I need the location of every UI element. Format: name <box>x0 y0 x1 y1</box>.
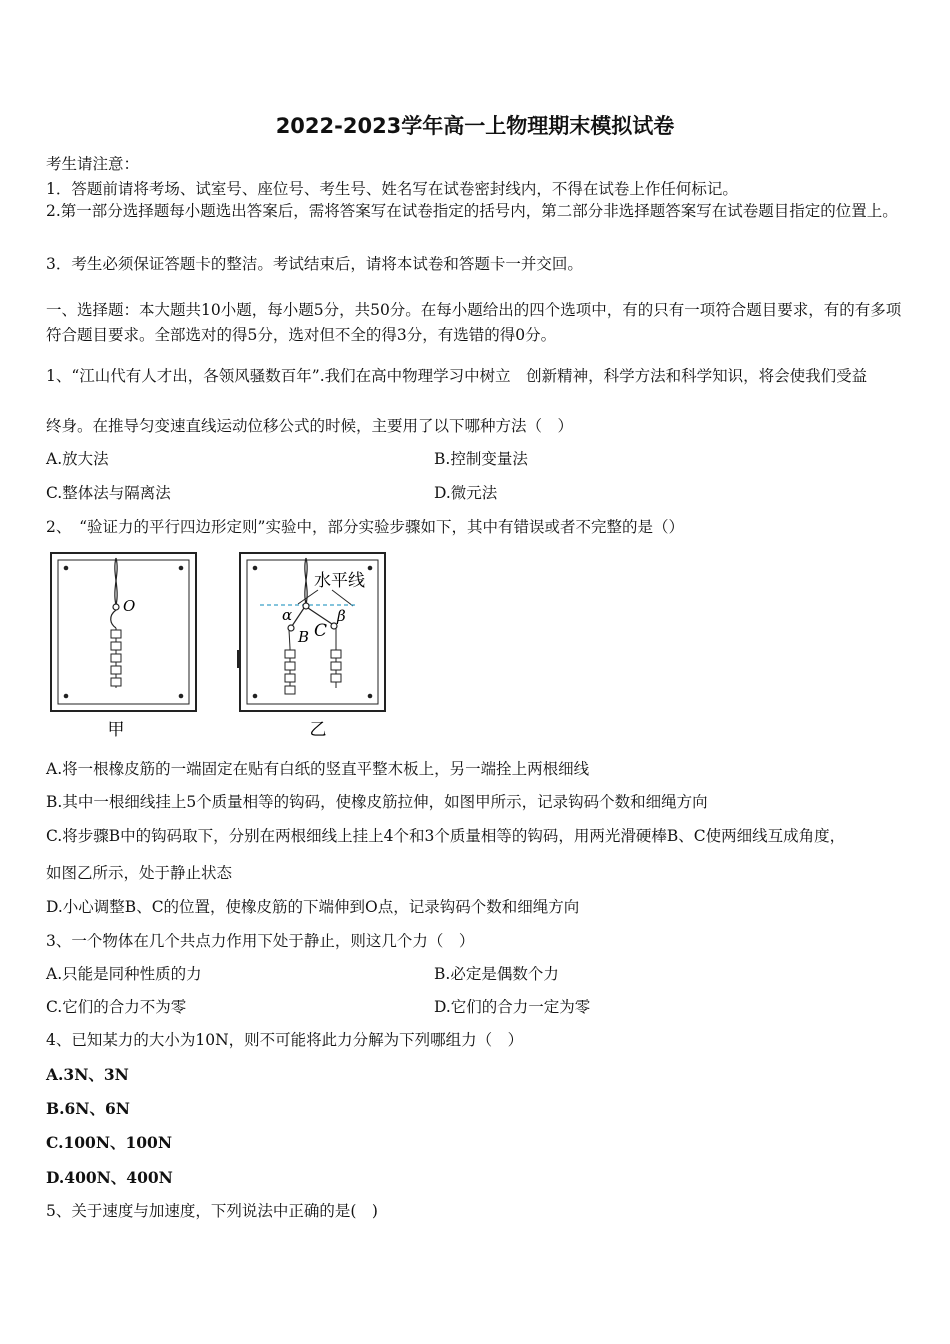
page-title: 2022-2023学年高一上物理期末模拟试卷 <box>275 114 675 138</box>
q1-option-d: D.微元法 <box>434 484 498 502</box>
q2-option-d: D.小心调整B、C的位置，使橡皮筋的下端伸到O点，记录钩码个数和细绳方向 <box>46 898 580 916</box>
q3-stem: 3、一个物体在几个共点力作用下处于静止，则这几个力（ ） <box>46 932 475 950</box>
q2-figure <box>46 548 396 743</box>
q2-option-c: C.将步骤B中的钩码取下，分别在两根细线上挂上4个和3个质量相等的钩码，用两光滑硬棒B、C使两细线互成角度， <box>46 827 846 845</box>
figure-point-c: C <box>314 621 328 641</box>
q1-option-a: A.放大法 <box>46 450 109 468</box>
q1-stem-line1: 1、“江山代有人才出，各领风骚数百年”.我们在高中物理学习中树立 创新精神，科学方法和科学知识，将会使我们受益 <box>46 367 868 385</box>
figure-point-o: O <box>123 597 136 615</box>
q4-option-c: C.100N、100N <box>46 1133 173 1152</box>
figure-label-jia: 甲 <box>107 720 125 740</box>
q1-option-c: C.整体法与隔离法 <box>46 484 171 502</box>
figure-panel-jia <box>51 553 196 740</box>
figure-panel-yi <box>238 553 385 740</box>
q3-option-d: D.它们的合力一定为零 <box>434 998 591 1016</box>
q5-stem: 5、关于速度与加速度，下列说法中正确的是( ) <box>46 1202 378 1220</box>
q2-stem: 2、 “验证力的平行四边形定则”实验中，部分实验步骤如下，其中有错误或者不完整的是（） <box>46 518 684 536</box>
q4-option-a: A.3N、3N <box>46 1065 129 1084</box>
q4-stem: 4、已知某力的大小为10N，则不可能将此力分解为下列哪组力（ ） <box>46 1031 524 1049</box>
q3-option-b: B.必定是偶数个力 <box>434 965 559 983</box>
q2-option-b: B.其中一根细线挂上5个质量相等的钩码，使橡皮筋拉伸，如图甲所示，记录钩码个数和细绳方向 <box>46 793 708 811</box>
figure-point-b: B <box>298 628 310 646</box>
notice-item-3: 3．考生必须保证答题卡的整洁。考试结束后，请将本试卷和答题卡一并交回。 <box>46 255 583 273</box>
figure-horizontal-line-label: 水平线 <box>314 571 365 591</box>
notice-heading: 考生请注意： <box>46 155 140 173</box>
q3-option-c: C.它们的合力不为零 <box>46 998 187 1016</box>
notice-item-1: 1．答题前请将考场、试室号、座位号、考生号、姓名写在试卷密封线内，不得在试卷上作任何标记。 <box>46 180 738 198</box>
figure-alpha: α <box>282 606 293 624</box>
q4-option-d: D.400N、400N <box>46 1168 173 1187</box>
section-heading: 一、选择题：本大题共10小题，每小题5分，共50分。在每小题给出的四个选项中，有的只有一项符合题目要求，有的有多项符合题目要求。全部选对的得5分，选对但不全的得3分，有选错的得0分。 <box>46 301 902 344</box>
q2-option-a: A.将一根橡皮筋的一端固定在贴有白纸的竖直平整木板上，另一端拴上两根细线 <box>46 760 590 778</box>
notice-item-2: 2.第一部分选择题每小题选出答案后，需将答案写在试卷指定的括号内，第二部分非选择题答案写在试卷题目指定的位置上。 <box>46 202 898 220</box>
figure-label-yi: 乙 <box>309 720 327 740</box>
figure-beta: β <box>337 607 346 625</box>
q4-option-b: B.6N、6N <box>46 1099 130 1118</box>
q1-stem-line2: 终身。在推导匀变速直线运动位移公式的时候，主要用了以下哪种方法（ ） <box>46 417 574 435</box>
q1-option-b: B.控制变量法 <box>434 450 528 468</box>
q2-option-c-cont: 如图乙所示，处于静止状态 <box>46 864 233 882</box>
q3-option-a: A.只能是同种性质的力 <box>46 965 202 983</box>
